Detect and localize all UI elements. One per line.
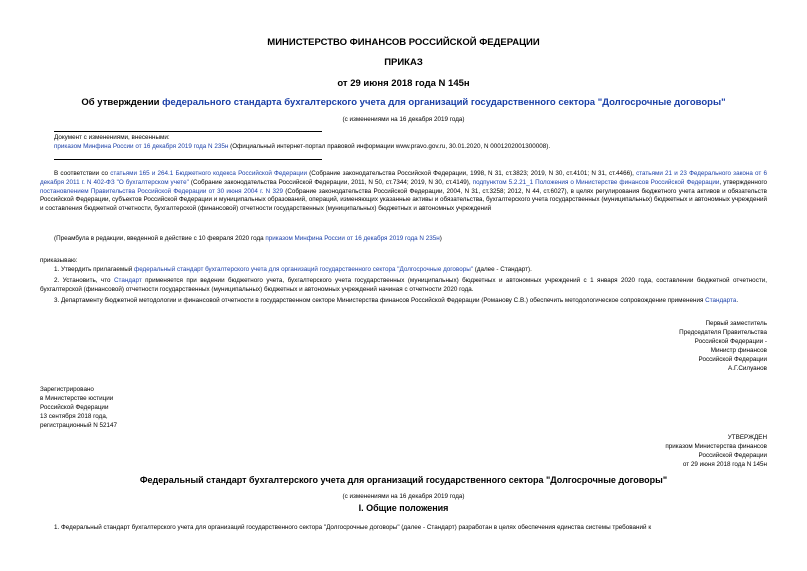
approved-line: Российской Федерации bbox=[698, 452, 767, 459]
doc-changes-line bbox=[54, 142, 764, 151]
divider-top bbox=[54, 131, 322, 132]
order-item-3 bbox=[40, 297, 767, 306]
order-date-number: от 29 июня 2018 года N 145н bbox=[337, 78, 470, 89]
doc-changes-label: Документ с изменениями, внесенными: bbox=[54, 134, 170, 141]
preamble-paragraph bbox=[40, 170, 767, 214]
order-title-prefix: Об утверждении bbox=[81, 97, 163, 108]
ministry-heading: МИНИСТЕРСТВО ФИНАНСОВ РОССИЙСКОЙ ФЕДЕРАЦИИ bbox=[267, 37, 540, 48]
budget-code-link[interactable]: статьями 165 и 264.1 Бюджетного кодекса Российской Федерации bbox=[110, 170, 307, 177]
item1-text-2: (далее - Стандарт). bbox=[472, 266, 532, 273]
standard-title: Федеральный стандарт бухгалтерского учета для организаций государственного сектора "Долгосрочные договоры" bbox=[139, 475, 668, 485]
signature-line: Российской Федерации bbox=[698, 356, 767, 363]
registration-line: регистрационный N 52147 bbox=[40, 422, 118, 429]
registration-line: Российской Федерации bbox=[40, 404, 109, 411]
registration-block bbox=[40, 385, 117, 430]
item2-text-2: применяется при ведении бюджетного учета, бухгалтерского учета государственных (муниципальных) бюджетных и автономных учреждений с 1 января 2020 года, составлении бюджетной отчетности, бухгалтерской (финансовой) отчетности государственных (муниципальных) бюджетных и автономных учреждений начиная с отчетности 2020 года. bbox=[40, 277, 767, 293]
registration-line: 13 сентября 2018 года, bbox=[40, 413, 108, 420]
item3-standard-link[interactable]: Стандарта bbox=[705, 297, 737, 304]
registration-line: в Министерстве юстиции bbox=[40, 395, 114, 402]
ministry-regulation-link[interactable]: подпунктом 5.2.21_1 Положения о Министерстве финансов Российской Федерации bbox=[472, 178, 720, 186]
order-item-1 bbox=[40, 266, 767, 275]
accounting-law-link[interactable]: статьями 21 и 23 Федерального закона от 6 декабря 2011 г. N 402-ФЗ "О бухгалтерском учете" bbox=[40, 170, 767, 186]
item2-text-1: 2. Установить, что bbox=[54, 277, 114, 284]
preamble-text-5: (Собрание законодательства Российской Федерации, 2004, N 31, ст.3258; 2012, N 44, ст.6027), в целях регулирования бюджетного учета активов и обязательств Российской Федерации, субъектов Российской Федерации и муниципальных образований, операций, изменяющих указанные активы и обязательства, бухгалтерского учета государственных (муниципальных) бюджетных и автономных учреждений и составления бюджетной отчетности, бухгалтерской (финансовой) отчетности государственных (муниципальных) бюджетных и автономных учреждений bbox=[40, 187, 767, 213]
approved-line: от 29 июня 2018 года N 145н bbox=[682, 461, 767, 468]
standard-link[interactable]: федерального стандарта бухгалтерского учета для организаций государственного сектора "Долгосрочные договоры" bbox=[162, 97, 726, 108]
preamble-text-4: , утвержденного bbox=[719, 178, 768, 186]
amendment-order-link[interactable]: приказом Минфина России от 16 декабря 2019 года N 235н bbox=[54, 143, 229, 150]
divider-bottom bbox=[54, 159, 322, 160]
order-heading: ПРИКАЗ bbox=[384, 57, 423, 68]
registration-line: Зарегистрировано bbox=[40, 386, 94, 393]
signature-line: Первый заместитель bbox=[705, 320, 767, 327]
item1-text-1: 1. Утвердить прилагаемый bbox=[54, 266, 135, 273]
government-decree-link[interactable]: постановлением Правительства Российской Федерации от 30 июня 2004 г. N 329 bbox=[40, 187, 283, 195]
edition-text: (Преамбула в редакции, введенной в действие с 10 февраля 2020 года bbox=[54, 235, 266, 242]
standard-paragraph-1: 1. Федеральный стандарт бухгалтерского учета для организаций государственного сектора "Долгосрочные договоры" (далее - Стандарт) разработан в целях обеспечения единства системы требований к bbox=[54, 524, 652, 531]
amended-note: (с изменениями на 16 декабря 2019 года) bbox=[342, 116, 465, 123]
preamble-text-1: В соответствии со bbox=[54, 170, 111, 177]
edition-end: ) bbox=[439, 235, 442, 242]
signature-line: Председателя Правительства bbox=[679, 329, 767, 336]
signature-block bbox=[679, 319, 767, 373]
item3-text-2: . bbox=[736, 297, 739, 304]
standard-amended: (с изменениями на 16 декабря 2019 года) bbox=[342, 493, 465, 500]
item1-standard-link[interactable]: федеральный стандарт бухгалтерского учета для организаций государственного сектора "Долгосрочные договоры" bbox=[134, 266, 473, 273]
item3-text-1: 3. Департаменту бюджетной методологии и финансовой отчетности в государственном секторе Министерства финансов Российской Федерации (Романову С.В.) обеспечить методологическое сопровождение применения bbox=[54, 297, 706, 304]
section-heading: I. Общие положения bbox=[358, 503, 449, 513]
order-title bbox=[0, 97, 807, 108]
preamble-edition-note bbox=[54, 234, 442, 243]
edition-order-link[interactable]: приказом Минфина России от 16 декабря 2019 года N 235н bbox=[265, 235, 440, 242]
item2-standard-link[interactable]: Стандарт bbox=[113, 277, 142, 284]
doc-changes-source: (Официальный интернет-портал правовой информации www.pravo.gov.ru, 30.01.2020, N 0001202001300008). bbox=[228, 143, 551, 150]
order-item-2 bbox=[40, 277, 767, 295]
signature-line: Российской Федерации - bbox=[694, 338, 767, 345]
orders-label: приказываю: bbox=[40, 257, 78, 264]
approved-block bbox=[665, 433, 767, 469]
approved-line: приказом Министерства финансов bbox=[665, 443, 767, 450]
preamble-text-3: (Собрание законодательства Российской Федерации, 2011, N 50, ст.7344; 2019, N 30, ст.4149), bbox=[188, 178, 473, 186]
approved-line: УТВЕРЖДЕН bbox=[727, 434, 767, 441]
signature-line: Министр финансов bbox=[710, 347, 767, 354]
preamble-text-2: (Собрание законодательства Российской Федерации, 1998, N 31, ст.3823; 2019, N 30, ст.4101; N 31, ст.4466), bbox=[307, 170, 637, 177]
signature-line: А.Г.Силуанов bbox=[728, 365, 767, 372]
